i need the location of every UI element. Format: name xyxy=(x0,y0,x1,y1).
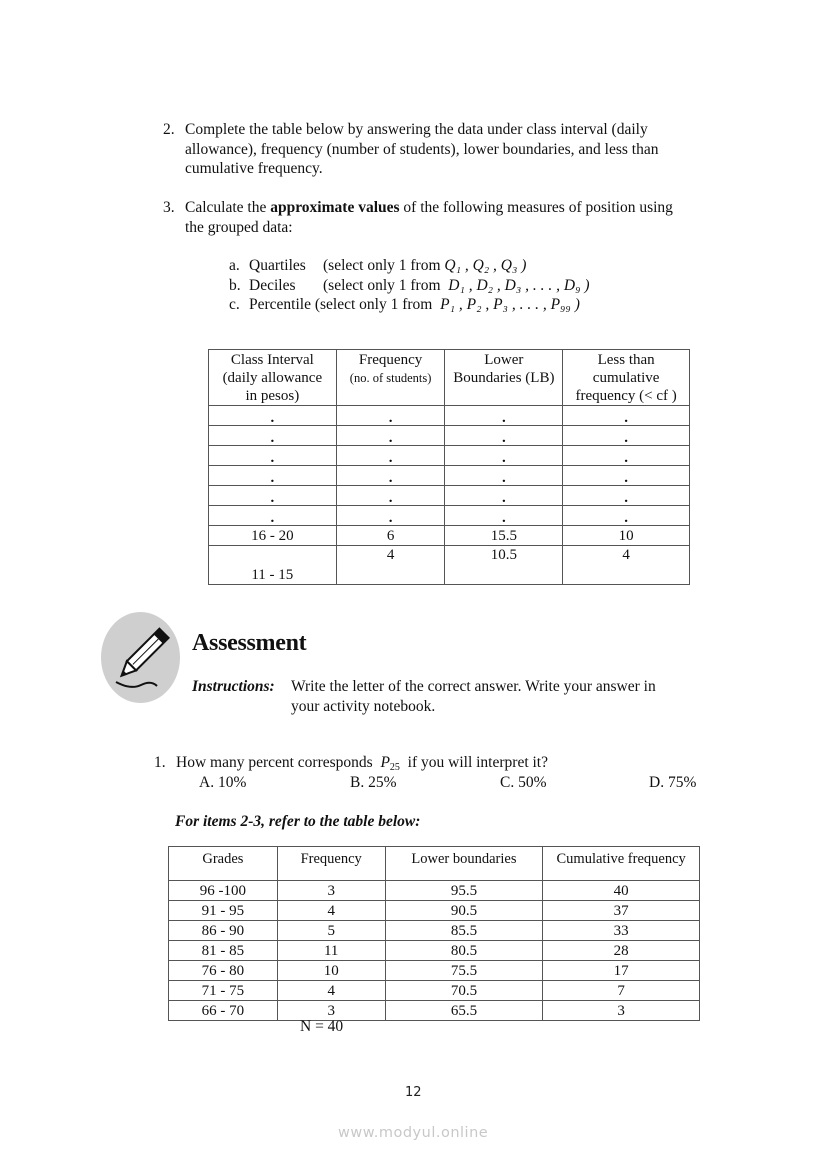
dot-cell: . xyxy=(445,426,563,446)
refer-note-text: For items 2-3, refer to the table below: xyxy=(175,813,421,830)
cell-grades: 91 - 95 xyxy=(169,901,278,921)
subitem-label: Quartiles xyxy=(249,257,306,274)
cell-frequency: 3 xyxy=(277,1001,385,1021)
cell-frequency: 11 xyxy=(277,941,385,961)
table-row xyxy=(209,526,690,546)
subitem-text: (select only 1 from xyxy=(314,296,433,313)
subitem-deciles xyxy=(229,276,590,296)
cell-frequency: 5 xyxy=(277,921,385,941)
cell-cumulative-frequency: 3 xyxy=(543,1001,700,1021)
dot-cell: . xyxy=(336,506,445,526)
table-row xyxy=(169,901,700,921)
header-line: frequency (< cf ) xyxy=(575,388,677,404)
header-line: Less than xyxy=(597,352,655,368)
dot-cell: . xyxy=(336,466,445,486)
cell-cumulative-frequency: 40 xyxy=(543,881,700,901)
dot-cell: . xyxy=(336,446,445,466)
choice-d: D. 75% xyxy=(649,773,697,791)
subitem-percentile xyxy=(229,295,580,315)
cell-frequency: 4 xyxy=(277,981,385,1001)
header-lower-boundaries: Lower boundaries xyxy=(385,847,543,881)
cell-frequency: 4 xyxy=(277,901,385,921)
dot-cell: . xyxy=(563,486,690,506)
table-row-placeholder xyxy=(209,426,690,446)
cell-cumulative-frequency: 28 xyxy=(543,941,700,961)
dot-cell: . xyxy=(336,426,445,446)
instructions xyxy=(192,677,275,697)
header-line: (daily allowance xyxy=(222,370,323,386)
cell-lower-boundary: 80.5 xyxy=(385,941,543,961)
instructions-line-2: your activity notebook. xyxy=(291,697,436,715)
table-row xyxy=(169,941,700,961)
cell-class-interval: 16 - 20 xyxy=(209,526,337,546)
cell-lower-boundary: 85.5 xyxy=(385,921,543,941)
table-row xyxy=(169,1001,700,1021)
table-row xyxy=(169,921,700,941)
dot-cell: . xyxy=(209,426,337,446)
header-line: Lower xyxy=(484,352,524,368)
cell-lower-boundary: 15.5 xyxy=(445,526,563,546)
cell-lower-boundary: 75.5 xyxy=(385,961,543,981)
cell-lower-boundary: 70.5 xyxy=(385,981,543,1001)
cell-cumulative-frequency: 17 xyxy=(543,961,700,981)
class-interval-table xyxy=(208,349,690,585)
header-line: cumulative xyxy=(592,370,660,386)
table-row-placeholder xyxy=(209,406,690,426)
subitem-symbols: Q₁ , Q₂ , Q₃ ) xyxy=(444,257,527,274)
dot-cell: . xyxy=(563,406,690,426)
item-2 xyxy=(163,120,648,140)
subitem-text: (select only 1 from xyxy=(323,257,441,274)
question-text-pre: How many percent corresponds xyxy=(176,754,373,771)
table-row-placeholder xyxy=(209,446,690,466)
cell-lower-boundary: 95.5 xyxy=(385,881,543,901)
cell-grades: 71 - 75 xyxy=(169,981,278,1001)
pencil-icon xyxy=(101,612,180,703)
subitem-letter: c. xyxy=(229,296,240,313)
subitem-symbols: D₁ , D₂ , D₃ , . . . , D₉ ) xyxy=(448,276,590,294)
header-frequency: Frequency xyxy=(277,847,385,881)
table-row-placeholder xyxy=(209,486,690,506)
table-header-row xyxy=(169,847,700,881)
dot-cell: . xyxy=(563,466,690,486)
cell-cumulative-frequency: 10 xyxy=(563,526,690,546)
cell-class-interval: 11 - 15 xyxy=(209,546,337,585)
item-number: 2. xyxy=(163,121,175,138)
table-row xyxy=(209,546,690,585)
question-symbol xyxy=(380,754,399,771)
header-cumulative-frequency: Cumulative frequency xyxy=(543,847,700,881)
cell-lower-boundary: 10.5 xyxy=(445,546,563,585)
grades-table xyxy=(168,846,700,1021)
subitem-quartiles xyxy=(229,256,526,276)
dot-cell: . xyxy=(563,506,690,526)
cell-lower-boundary: 90.5 xyxy=(385,901,543,921)
cell-frequency: 6 xyxy=(336,526,445,546)
choice-a: A. 10% xyxy=(199,773,247,791)
table-header-row xyxy=(209,350,690,406)
header-less-than-cf xyxy=(563,350,690,406)
subitem-symbols: P₁ , P₂ , P₃ , . . . , P₉₉ ) xyxy=(440,296,580,313)
instructions-label: Instructions: xyxy=(192,678,275,695)
dot-cell: . xyxy=(209,446,337,466)
cell-frequency: 3 xyxy=(277,881,385,901)
cell-frequency: 4 xyxy=(336,546,445,585)
dot-cell: . xyxy=(445,406,563,426)
dot-cell: . xyxy=(445,486,563,506)
table-row-placeholder xyxy=(209,506,690,526)
cell-frequency: 10 xyxy=(277,961,385,981)
choice-b: B. 25% xyxy=(350,773,397,791)
table-row-placeholder xyxy=(209,466,690,486)
header-line: (no. of students) xyxy=(349,371,432,385)
item-2-line-2: allowance), frequency (number of students), lower boundaries, and less than xyxy=(185,140,659,158)
question-text-post: if you will interpret it? xyxy=(407,754,548,771)
table-row xyxy=(169,961,700,981)
item-number: 3. xyxy=(163,199,175,216)
dot-cell: . xyxy=(209,466,337,486)
subitem-label: Percentile xyxy=(249,296,311,313)
table-row xyxy=(169,881,700,901)
symbol-subscript: 25 xyxy=(389,762,400,773)
header-line: Boundaries (LB) xyxy=(453,370,555,386)
item-2-line-1: Complete the table below by answering the data under class interval (daily xyxy=(185,121,648,138)
cell-grades: 66 - 70 xyxy=(169,1001,278,1021)
assessment-title: Assessment xyxy=(192,630,307,656)
dot-cell: . xyxy=(445,506,563,526)
dot-cell: . xyxy=(336,406,445,426)
header-grades: Grades xyxy=(169,847,278,881)
header-class-interval xyxy=(209,350,337,406)
cell-grades: 76 - 80 xyxy=(169,961,278,981)
header-line: Class Interval xyxy=(230,352,314,368)
item-3-post: of the following measures of position using xyxy=(399,199,673,216)
pencil-icon-graphic xyxy=(101,612,180,703)
subitem-label: Deciles xyxy=(249,276,296,294)
dot-cell: . xyxy=(209,486,337,506)
cell-grades: 86 - 90 xyxy=(169,921,278,941)
dot-cell: . xyxy=(445,446,563,466)
dot-cell: . xyxy=(563,426,690,446)
dot-cell: . xyxy=(563,446,690,466)
table-row xyxy=(169,981,700,1001)
item-3 xyxy=(163,198,673,218)
cell-cumulative-frequency: 4 xyxy=(563,546,690,585)
subitem-text: (select only 1 from xyxy=(323,276,441,294)
cell-cumulative-frequency: 7 xyxy=(543,981,700,1001)
item-3-bold: approximate values xyxy=(270,199,400,216)
dot-cell: . xyxy=(336,486,445,506)
subitem-letter: b. xyxy=(229,276,241,294)
header-lower-boundaries xyxy=(445,350,563,406)
cell-grades: 81 - 85 xyxy=(169,941,278,961)
cell-lower-boundary: 65.5 xyxy=(385,1001,543,1021)
dot-cell: . xyxy=(209,406,337,426)
item-3-pre: Calculate the xyxy=(185,199,271,216)
cell-cumulative-frequency: 37 xyxy=(543,901,700,921)
cell-cumulative-frequency: 33 xyxy=(543,921,700,941)
page-number: 12 xyxy=(405,1085,422,1100)
watermark: www.modyul.online xyxy=(338,1125,489,1141)
total-n: N = 40 xyxy=(300,1018,344,1035)
symbol-base: P xyxy=(380,754,390,771)
header-line: in pesos) xyxy=(245,388,300,404)
choice-c: C. 50% xyxy=(500,773,547,791)
instructions-line-1: Write the letter of the correct answer. Write your answer in xyxy=(291,678,656,695)
refer-note xyxy=(175,812,420,832)
header-frequency xyxy=(336,350,445,406)
dot-cell: . xyxy=(445,466,563,486)
subitem-letter: a. xyxy=(229,257,240,274)
item-2-line-3: cumulative frequency. xyxy=(185,160,323,177)
cell-grades: 96 -100 xyxy=(169,881,278,901)
question-number: 1. xyxy=(154,754,166,771)
item-3-line-2: the grouped data: xyxy=(185,218,293,236)
header-line: Frequency xyxy=(358,352,423,368)
dot-cell: . xyxy=(209,506,337,526)
